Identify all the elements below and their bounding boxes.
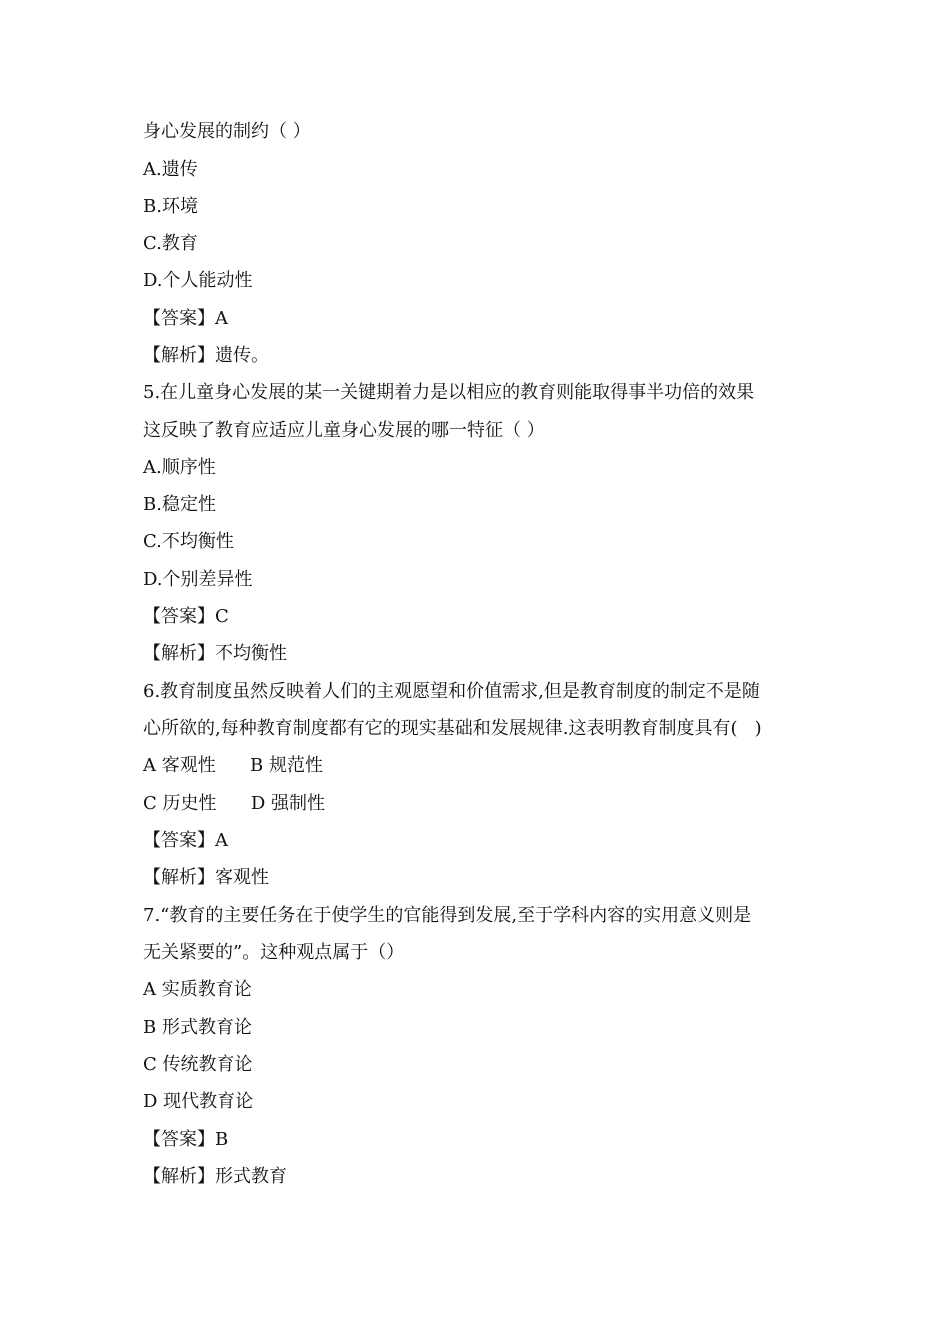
question-5-analysis: 【解析】不均衡性 xyxy=(143,643,287,664)
question-6-options-cd: C 历史性 D 强制性 xyxy=(143,793,325,814)
question-7-analysis: 【解析】形式教育 xyxy=(143,1166,287,1187)
question-4-option-a: A.遗传 xyxy=(143,159,198,180)
question-5-option-b: B.稳定性 xyxy=(143,494,216,515)
question-7-option-a: A 实质教育论 xyxy=(143,979,252,1000)
question-7-option-c: C 传统教育论 xyxy=(143,1054,253,1075)
question-6-stem-line-1: 6.教育制度虽然反映着人们的主观愿望和价值需求,但是教育制度的制定不是随 xyxy=(143,681,760,702)
question-6-analysis: 【解析】客观性 xyxy=(143,867,269,888)
question-6-options-ab: A 客观性 B 规范性 xyxy=(143,755,323,776)
question-5-answer: 【答案】C xyxy=(143,606,229,627)
question-7-option-d: D 现代教育论 xyxy=(143,1091,254,1112)
question-4-option-c: C.教育 xyxy=(143,233,198,254)
question-5-option-d: D.个别差异性 xyxy=(143,569,253,590)
question-6-answer: 【答案】A xyxy=(143,830,228,851)
question-4-analysis: 【解析】遗传。 xyxy=(143,345,269,366)
question-4-stem-continued: 身心发展的制约（ ） xyxy=(143,121,311,142)
question-4-option-d: D.个人能动性 xyxy=(143,270,253,291)
question-4-answer: 【答案】A xyxy=(143,308,228,329)
question-7-stem-line-1: 7.“教育的主要任务在于使学生的官能得到发展,至于学科内容的实用意义则是 xyxy=(143,905,752,926)
question-7-option-b: B 形式教育论 xyxy=(143,1017,252,1038)
question-5-stem-line-2: 这反映了教育应适应儿童身心发展的哪一特征（ ） xyxy=(143,420,545,441)
question-4-option-b: B.环境 xyxy=(143,196,198,217)
question-6-stem-line-2: 心所欲的,每种教育制度都有它的现实基础和发展规律.这表明教育制度具有( ) xyxy=(143,718,762,739)
question-5-option-c: C.不均衡性 xyxy=(143,531,234,552)
question-7-answer: 【答案】B xyxy=(143,1129,229,1150)
question-5-option-a: A.顺序性 xyxy=(143,457,216,478)
question-5-stem-line-1: 5.在儿童身心发展的某一关键期着力是以相应的教育则能取得事半功倍的效果 xyxy=(143,382,755,403)
question-7-stem-line-2: 无关紧要的”。这种观点属于（） xyxy=(143,942,405,963)
